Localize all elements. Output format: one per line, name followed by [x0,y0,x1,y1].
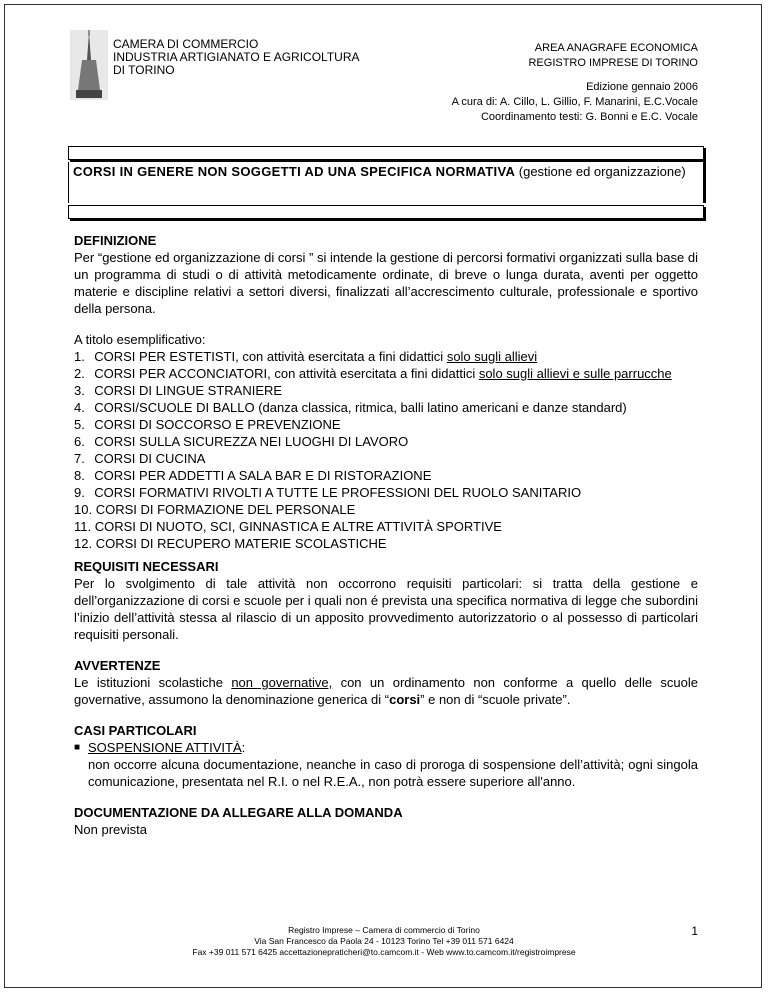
item-number: 7. [74,451,85,466]
area-line: REGISTRO IMPRESE DI TORINO [528,57,698,69]
documentazione-text: Non prevista [74,822,147,837]
item-number: 6. [74,434,85,449]
avvertenze-part: ” e non di “scuole private”. [420,692,571,707]
esempi-intro: A titolo esemplificativo: [74,332,206,347]
footer-line: Via San Francesco da Paola 24 - 10123 Torino Tel +39 011 571 6424 [254,936,514,946]
item-text: CORSI FORMATIVI RIVOLTI A TUTTE LE PROFESSIONI DEL RUOLO SANITARIO [94,485,582,500]
org-line: INDUSTRIA ARTIGIANATO E AGRICOLTURA [113,50,360,64]
casi-text: non occorre alcuna documentazione, neanche in caso di proroga di sospensione dell’attività; ogni singola comunicazione, presentata nel R.I. o nel R.E.A., non potrà essere superiore all'anno. [88,757,698,789]
item-text: CORSI PER ACCONCIATORI, con attività esercitata a fini didattici [94,366,479,381]
avvertenze-underline: non governative, [231,675,333,690]
edition-line: Edizione gennaio 2006 [586,81,698,93]
edition-line: Coordinamento testi: G. Bonni e E.C. Vocale [480,111,698,123]
section-heading-avvertenze: AVVERTENZE [74,658,161,673]
item-text: CORSI/SCUOLE DI BALLO (danza classica, ritmica, balli latino americani e danze standard) [94,400,627,415]
item-number: 3. [74,383,85,398]
title-bold: CORSI IN GENERE NON SOGGETTI AD UNA SPECIFICA NORMATIVA [73,164,516,179]
list-item [74,433,698,450]
page-number: 1 [691,924,698,938]
footer-line: Registro Imprese – Camera di commercio di Torino [288,925,480,935]
list-item [74,518,698,535]
list-item [74,399,698,416]
org-line: DI TORINO [113,63,175,77]
bullet-colon: : [241,740,246,755]
bullet-title: SOSPENSIONE ATTIVITÀ [88,740,242,755]
list-item [74,501,698,518]
item-number: 4. [74,400,85,415]
definizione-text: Per “gestione ed organizzazione di corsi ” si intende la gestione di percorsi formativi organizzati sulla base di un programma di studi o di attività metodicamente ordinate, di breve o lunga durata, aventi per oggetto materie e discipline relativi a settori diversi, finalizzati all’accrescimento culturale, professionale e sportivo della persona. [74,250,698,316]
requisiti-text: Per lo svolgimento di tale attività non occorrono requisiti particolari: si tratta della gestione e dell’organizzazione di corsi e scuole per i quali non é prevista una specifica normativa di legge che subordini l’inizio dell’attività stessa al rilascio di un apposito provvedimento autorizzatorio o al possesso di particolari requisiti personali. [74,576,698,642]
list-item [74,382,698,399]
item-text: CORSI DI RECUPERO MATERIE SCOLASTICHE [95,536,387,551]
title-bottom-bar [68,205,704,219]
org-line: CAMERA DI COMMERCIO [113,37,259,51]
list-item [74,450,698,467]
item-number: 8. [74,468,85,483]
section-heading-definizione: DEFINIZIONE [74,233,157,248]
document-title [68,162,704,203]
avvertenze-bold: corsi [389,692,421,707]
title-top-bar [68,146,704,160]
item-text: CORSI SULLA SICUREZZA NEI LUOGHI DI LAVORO [94,434,409,449]
item-text: CORSI DI LINGUE STRANIERE [94,383,283,398]
document-body [74,232,698,838]
item-number: 5. [74,417,85,432]
title-normal: (gestione ed organizzazione) [515,164,686,179]
square-bullet-icon: ■ [74,742,81,753]
list-item [74,467,698,484]
footer-line: Fax +39 011 571 6425 accettazionepraticheri@to.camcom.it - Web www.to.camcom.it/registroimprese [192,947,576,957]
item-number: 11. [74,519,92,534]
item-text: CORSI PER ESTETISTI, con attività esercitata a fini didattici [94,349,447,364]
item-number: 12. [74,536,93,551]
list-item [74,348,698,365]
area-line: AREA ANAGRAFE ECONOMICA [534,42,698,54]
section-heading-casi: CASI PARTICOLARI [74,723,197,738]
list-item [74,535,698,552]
mole-antonelliana-logo-icon [70,30,108,100]
organization-name [113,38,360,77]
area-header [528,41,698,71]
item-number: 1. [74,349,85,364]
item-underline: solo sugli allievi [446,349,538,364]
esempi-list [74,348,698,552]
list-item [74,416,698,433]
edition-line: A cura di: A. Cillo, L. Gillio, F. Manarini, E.C.Vocale [451,96,698,108]
section-heading-documentazione: DOCUMENTAZIONE DA ALLEGARE ALLA DOMANDA [74,805,403,820]
item-underline: solo sugli allievi e sulle parrucche [478,366,672,381]
item-number: 2. [74,366,85,381]
list-item [74,484,698,501]
avvertenze-text [74,674,698,708]
item-text: CORSI DI NUOTO, SCI, GINNASTICA E ALTRE ATTIVITÀ SPORTIVE [94,519,502,534]
avvertenze-part: Le istituzioni scolastiche [74,675,232,690]
list-item [74,365,698,382]
item-number: 9. [74,485,85,500]
bullet-item [74,739,698,756]
item-number: 10. [74,502,93,517]
item-text: CORSI DI CUCINA [94,451,206,466]
avvertenze-part: con un ordinamento non conforme a quello delle scuole governative, assumono la denominazione generica di “ [74,675,698,707]
item-text: CORSI PER ADDETTI A SALA BAR E DI RISTORAZIONE [94,468,432,483]
edition-info [452,80,698,125]
section-heading-requisiti: REQUISITI NECESSARI [74,559,219,574]
page-footer [0,925,768,958]
item-text: CORSI DI FORMAZIONE DEL PERSONALE [95,502,356,517]
title-box [68,146,704,218]
item-text: CORSI DI SOCCORSO E PREVENZIONE [94,417,341,432]
